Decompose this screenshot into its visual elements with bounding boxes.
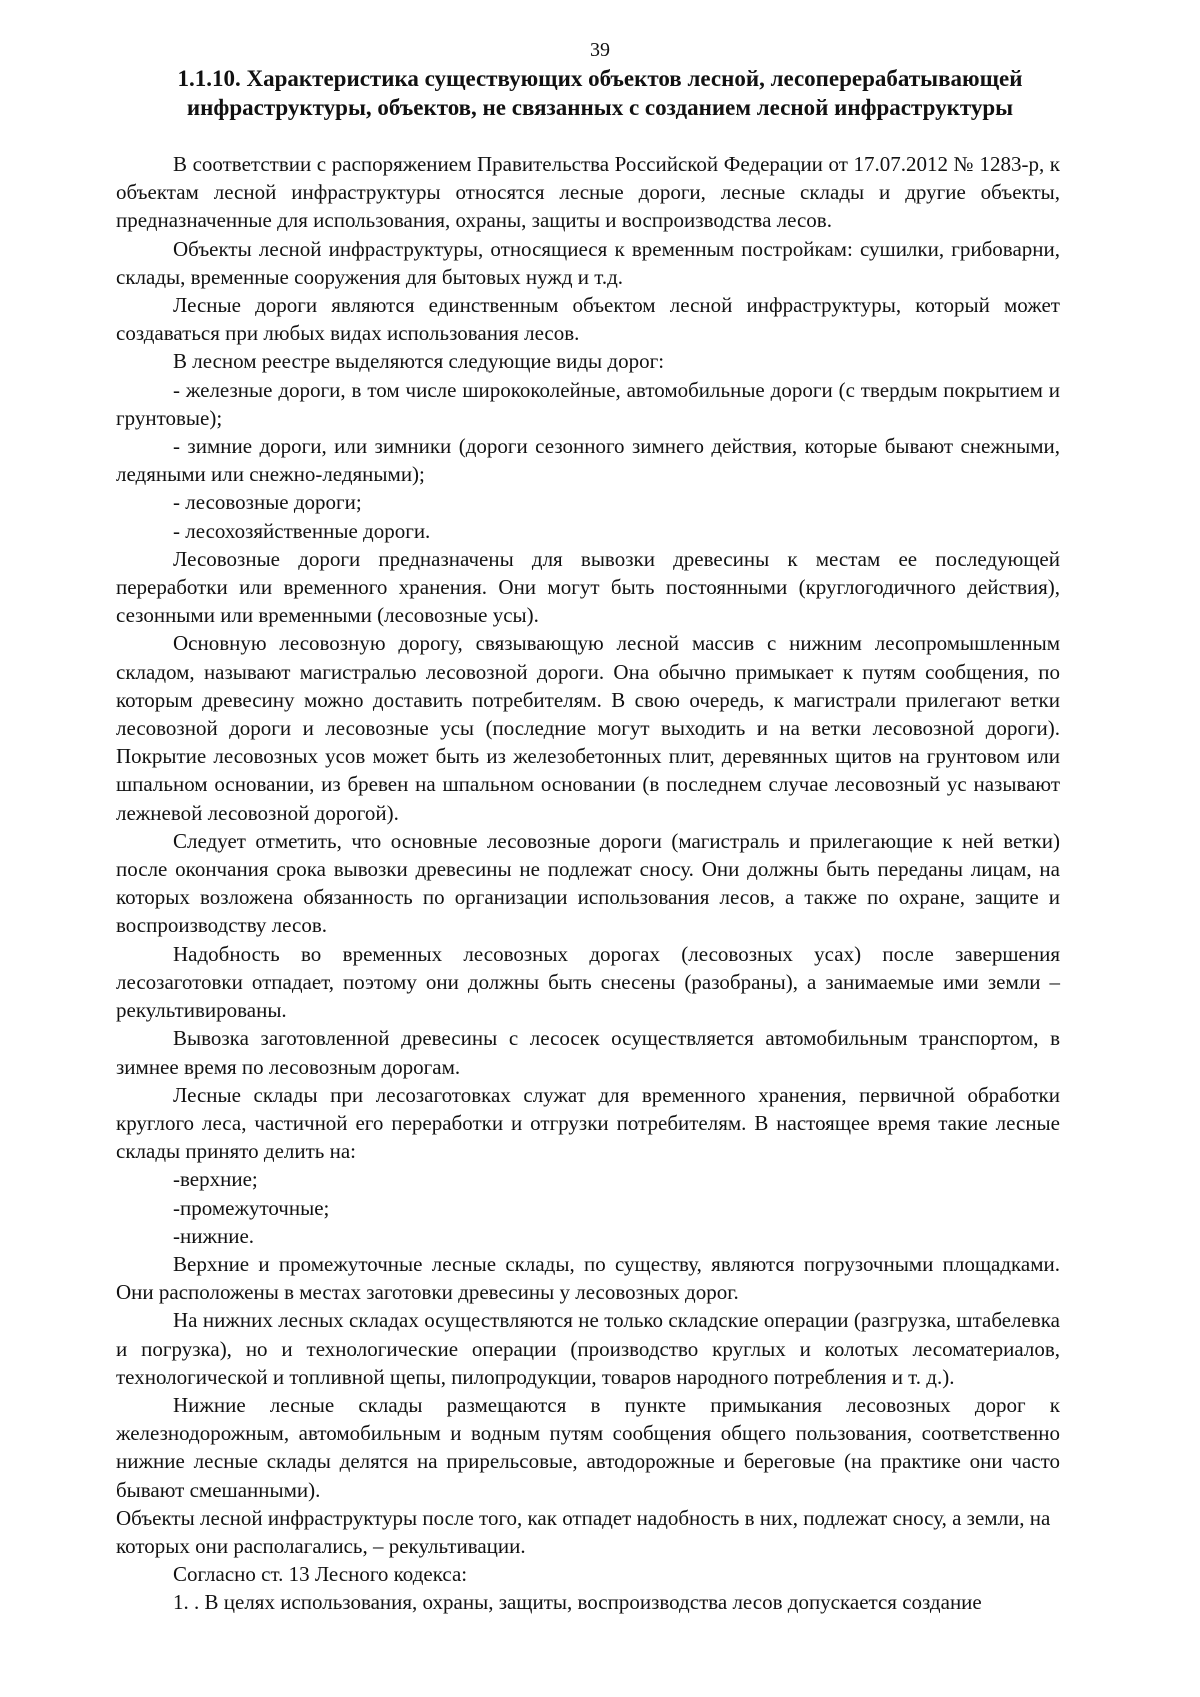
paragraph-temporary-roads: Надобность во временных лесовозных дорогах (лесовозных усах) после завершения лесозаготовки отпадает, поэтому они должны быть снесены (разобраны), а занимаемые ими земли – рекультивированы. [116,941,1060,1023]
list-item-upper: -верхние; [173,1167,258,1192]
paragraph-forest-code: Согласно ст. 13 Лесного кодекса: [173,1562,468,1587]
paragraph-warehouses: Лесные склады при лесозаготовках служат для временного хранения, первичной обработки круглого леса, частичной его переработки и отгрузки потребителям. В настоящее время такие лесные склады принято делить на: [116,1082,1060,1164]
paragraph-forest-roads: Лесные дороги являются единственным объектом лесной инфраструктуры, который может создаваться при любых видах использования лесов. [116,293,1060,346]
section-heading [120,64,1080,122]
paragraph-main-road: Основную лесовозную дорогу, связывающую лесной массив с нижним лесопромышленным складом, называют магистралью лесовозной дороги. Она обычно примыкает к путям сообщения, по которым древесину можно доставить потребителям. В свою очередь, к магистрали прилегают ветки лесовозной дороги и лесовозные усы (последние могут выходить и на ветки лесовозной дороги). Покрытие лесовозных усов может быть из железобетонных плит, деревянных щитов на грунтовом или шпальном основании, из бревен на шпальном основании (в последнем случае лесовозный ус называют лежневой лесовозной дорогой). [116,631,1060,825]
paragraph-upper-warehouses: Верхние и промежуточные лесные склады, по существу, являются погрузочными площадками. Они расположены в местах заготовки древесины у лесовозных дорог. [116,1251,1060,1305]
document-body [116,150,1060,1617]
list-item-railways: - железные дороги, в том числе ширококолейные, автомобильные дороги (с твердым покрытием и грунтовые); [116,377,1060,430]
paragraph-logging-roads-purpose: Лесовозные дороги предназначены для вывозки древесины к местам ее последующей переработки или временного хранения. Они могут быть постоянными (круглогодичного действия), сезонными или временными (лесовозные усы). [116,546,1060,628]
paragraph-lower-warehouses-operations: На нижних лесных складах осуществляются не только складские операции (разгрузка, штабелевка и погрузка), но и технологические операции (производство круглых и колотых лесоматериалов, технологической и топливной щепы, пилопродукции, товаров народного потребления и т. д.). [116,1308,1060,1389]
section-heading-line-1: 1.1.10. Характеристика существующих объектов лесной, лесоперерабатывающей [177,66,1023,91]
paragraph-decree: В соответствии с распоряжением Правительства Российской Федерации от 17.07.2012 № 1283-р, к объектам лесной инфраструктуры относятся лесные дороги, лесные склады и другие объекты, предназначенные для использования, охраны, защиты и воспроизводства лесов. [116,152,1060,233]
paragraph-article-item-1: 1. . В целях использования, охраны, защиты, воспроизводства лесов допускается создание [173,1590,982,1615]
section-heading-line-2: инфраструктуры, объектов, не связанных с созданием лесной инфраструктуры [186,95,1014,120]
list-item-intermediate: -промежуточные; [173,1195,330,1220]
page-number: 39 [590,39,610,61]
paragraph-lower-warehouses-location: Нижние лесные склады размещаются в пункте примыкания лесовозных дорог к железнодорожным, автомобильным и водным путям сообщения общего пользования, соответственно нижние лесные склады делятся на прирельсовые, автодорожные и береговые (на практике они часто бывают смешанными). [116,1392,1060,1502]
list-item-lower: -нижние. [173,1223,255,1248]
paragraph-road-types-intro: В лесном реестре выделяются следующие виды дорог: [173,349,665,374]
list-item-forestry-roads: - лесохозяйственные дороги. [173,518,431,543]
list-item-logging-roads: - лесовозные дороги; [173,490,362,515]
paragraph-timber-transport: Вывозка заготовленной древесины с лесосек осуществляется автомобильным транспортом, в зимнее время по лесовозным дорогам. [116,1026,1060,1079]
paragraph-temporary-objects: Объекты лесной инфраструктуры, относящиеся к временным постройкам: сушилки, грибоварни, склады, временные сооружения для бытовых нужд и т.д. [116,236,1060,289]
list-item-winter-roads: - зимние дороги, или зимники (дороги сезонного зимнего действия, которые бывают снежными, ледяными или снежно-ледяными); [116,434,1060,487]
paragraph-main-roads-transfer: Следует отметить, что основные лесовозные дороги (магистраль и прилегающие к ней ветки) после окончания срока вывозки древесины не подлежат сносу. Они должны быть переданы лицам, на которых возложена обязанность по организации использования лесов, а также по охране, защите и воспроизводству лесов. [116,828,1060,938]
paragraph-demolition: Объекты лесной инфраструктуры после того, как отпадет надобность в них, подлежат сносу, а земли, на которых они располагались, – рекультивации. [116,1505,1051,1558]
